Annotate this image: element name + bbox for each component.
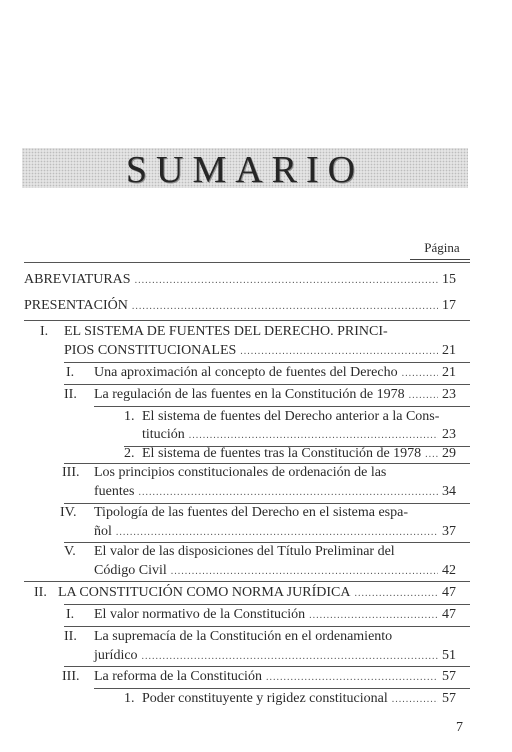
toc-page-number: 34 bbox=[442, 484, 456, 499]
toc-entry-title: Código Civil bbox=[94, 563, 167, 578]
page-column-rule bbox=[410, 259, 470, 260]
toc-entry-1-3[interactable] bbox=[94, 484, 456, 501]
section-divider bbox=[64, 542, 470, 543]
toc-page-number: 42 bbox=[442, 563, 456, 578]
section-number: I. bbox=[66, 365, 75, 380]
toc-entry-presentacion[interactable] bbox=[24, 298, 456, 315]
toc-entry-title: ñol bbox=[94, 524, 112, 539]
section-number: III. bbox=[62, 669, 80, 684]
toc-page-number: 51 bbox=[442, 648, 456, 663]
toc-entry-chapter-1[interactable] bbox=[64, 343, 456, 360]
toc-entry-2-3-1[interactable] bbox=[142, 691, 456, 708]
toc-entry-title: titución bbox=[142, 427, 185, 442]
section-divider bbox=[64, 362, 470, 363]
dot-leader bbox=[135, 273, 438, 289]
toc-page-number: 37 bbox=[442, 524, 456, 539]
toc-page-number: 23 bbox=[442, 387, 456, 402]
section-divider bbox=[64, 384, 470, 385]
section-number: II. bbox=[64, 629, 77, 644]
dot-leader bbox=[240, 344, 438, 360]
toc-entry-1-5[interactable] bbox=[94, 563, 456, 580]
subsection-number: 2. bbox=[124, 446, 135, 461]
dot-leader bbox=[354, 586, 438, 602]
toc-entry-abreviaturas[interactable] bbox=[24, 272, 456, 289]
dot-leader bbox=[309, 608, 438, 624]
section-divider bbox=[24, 320, 470, 321]
section-title-line: Los principios constitucionales de ordenación de las bbox=[94, 465, 387, 480]
toc-page-number: 15 bbox=[442, 272, 456, 287]
page-folio-number: 7 bbox=[456, 720, 463, 735]
dot-leader bbox=[402, 366, 438, 382]
toc-page-number: 23 bbox=[442, 427, 456, 442]
dot-leader bbox=[392, 692, 438, 708]
toc-entry-title: ABREVIATURAS bbox=[24, 272, 131, 287]
toc-page-number: 29 bbox=[442, 446, 456, 461]
toc-entry-2-3[interactable] bbox=[94, 669, 456, 686]
toc-entry-title: jurídico bbox=[94, 648, 138, 663]
section-divider bbox=[64, 463, 470, 464]
section-divider bbox=[94, 688, 470, 689]
top-divider bbox=[24, 262, 470, 263]
toc-entry-1-1[interactable] bbox=[94, 365, 456, 382]
toc-entry-title: La regulación de las fuentes en la Constitución de 1978 bbox=[94, 387, 405, 402]
section-title-line: La supremacía de la Constitución en el ordenamiento bbox=[94, 629, 393, 644]
section-number: IV. bbox=[60, 505, 77, 520]
dot-leader bbox=[138, 485, 438, 501]
toc-entry-title: LA CONSTITUCIÓN COMO NORMA JURÍDICA bbox=[58, 585, 351, 600]
toc-page-number: 47 bbox=[442, 585, 456, 600]
toc-page-number: 57 bbox=[442, 669, 456, 684]
dot-leader bbox=[171, 564, 438, 580]
dot-leader bbox=[116, 525, 438, 541]
section-title-line: El valor de las disposiciones del Título Preliminar del bbox=[94, 544, 395, 559]
section-divider bbox=[64, 503, 470, 504]
toc-entry-title: PRESENTACIÓN bbox=[24, 298, 128, 313]
toc-entry-title: fuentes bbox=[94, 484, 135, 499]
toc-page-number: 47 bbox=[442, 607, 456, 622]
toc-page-number: 21 bbox=[442, 365, 456, 380]
page-column-header: Página bbox=[424, 240, 460, 255]
toc-entry-title: Una aproximación al concepto de fuentes del Derecho bbox=[94, 365, 398, 380]
toc-page-number: 17 bbox=[442, 298, 456, 313]
dot-leader bbox=[266, 670, 438, 686]
section-divider bbox=[64, 626, 470, 627]
chapter-title-line: EL SISTEMA DE FUENTES DEL DERECHO. PRINCI- bbox=[64, 324, 388, 339]
toc-entry-chapter-2[interactable] bbox=[58, 585, 456, 602]
section-title-line: Tipología de las fuentes del Derecho en el sistema espa- bbox=[94, 505, 409, 520]
toc-entry-2-1[interactable] bbox=[94, 607, 456, 624]
section-number: III. bbox=[62, 465, 80, 480]
dot-leader bbox=[409, 388, 438, 404]
toc-entry-title: PIOS CONSTITUCIONALES bbox=[64, 343, 237, 358]
section-number: I. bbox=[66, 607, 75, 622]
section-divider bbox=[24, 581, 470, 582]
toc-entry-title: El valor normativo de la Constitución bbox=[94, 607, 306, 622]
toc-entry-1-2-1[interactable] bbox=[142, 427, 456, 444]
page-title: SUMARIO bbox=[125, 149, 365, 191]
dot-leader bbox=[425, 447, 438, 463]
subsection-number: 1. bbox=[124, 691, 135, 706]
toc-entry-title: La reforma de la Constitución bbox=[94, 669, 262, 684]
toc-page-number: 57 bbox=[442, 691, 456, 706]
toc-entry-1-2[interactable] bbox=[94, 387, 456, 404]
toc-entry-title: El sistema de fuentes tras la Constitución de 1978 bbox=[142, 446, 422, 461]
toc-entry-title: Poder constituyente y rigidez constitucional bbox=[142, 691, 388, 706]
toc-entry-1-2-2[interactable] bbox=[142, 446, 456, 463]
subsection-title-line: El sistema de fuentes del Derecho anterior a la Cons- bbox=[142, 409, 440, 424]
dot-leader bbox=[189, 428, 438, 444]
dot-leader bbox=[142, 649, 438, 665]
section-divider bbox=[64, 666, 470, 667]
dot-leader bbox=[132, 299, 438, 315]
toc-entry-1-4[interactable] bbox=[94, 524, 456, 541]
subsection-number: 1. bbox=[124, 409, 135, 424]
section-number: V. bbox=[64, 544, 76, 559]
chapter-number: II. bbox=[34, 585, 47, 600]
toc-page-number: 21 bbox=[442, 343, 456, 358]
toc-entry-2-2[interactable] bbox=[94, 648, 456, 665]
section-divider bbox=[64, 604, 470, 605]
section-number: II. bbox=[64, 387, 77, 402]
chapter-number: I. bbox=[40, 324, 49, 339]
section-divider bbox=[94, 406, 470, 407]
